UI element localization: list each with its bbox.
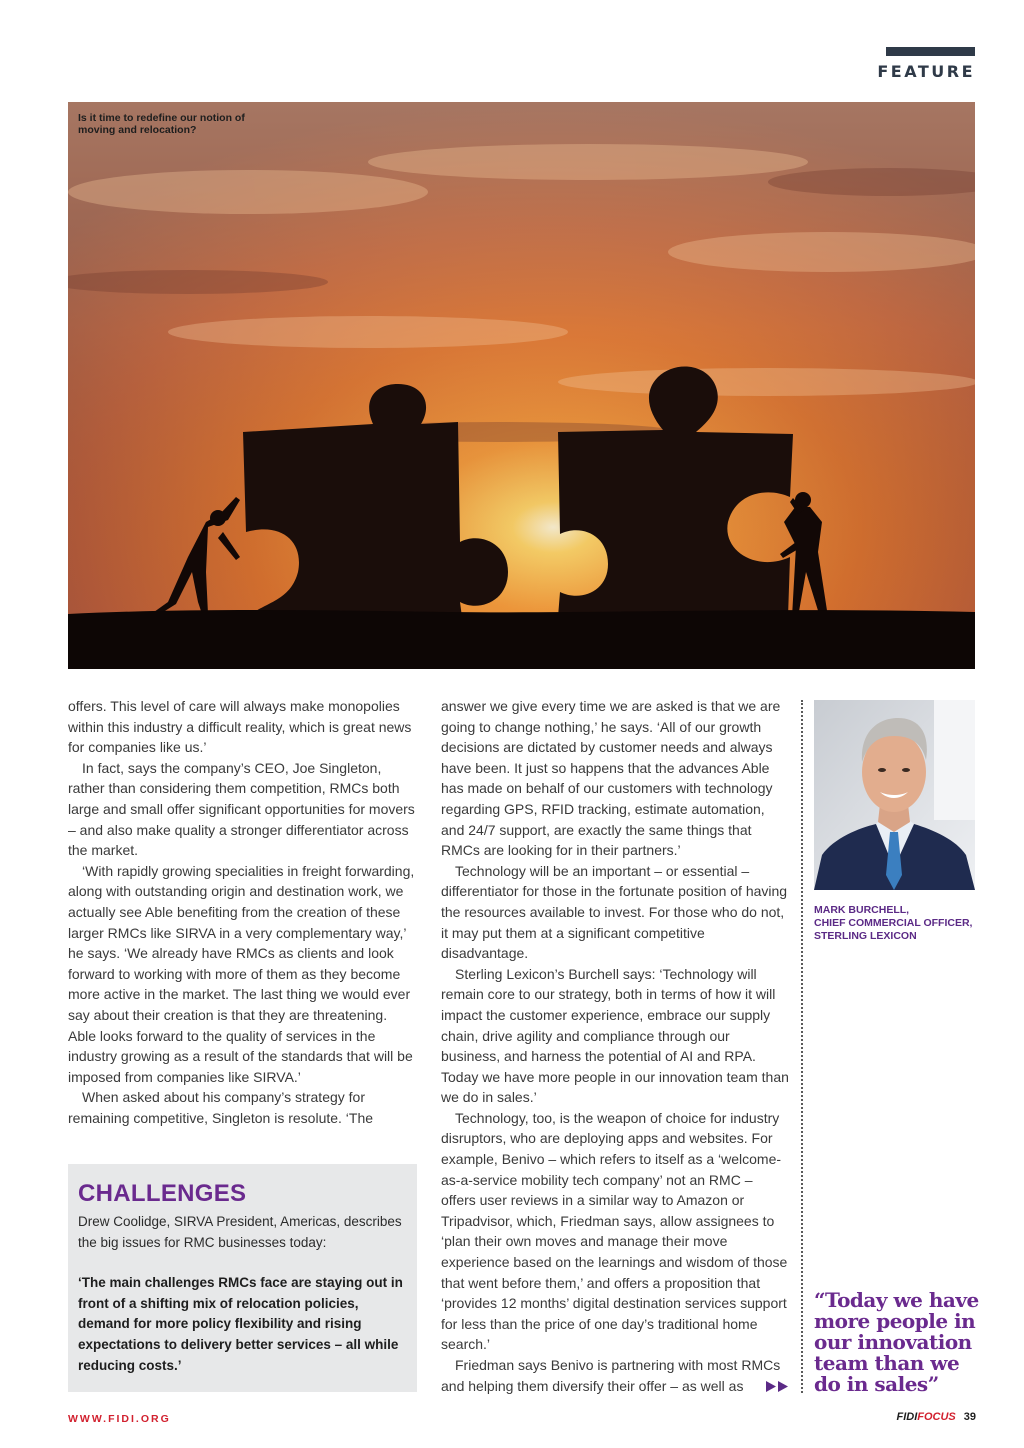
paragraph: answer we give every time we are asked is that we are going to change nothing,’ he says. ‘All of our growth decisions are dictated by customer needs and always have been. It just so happens that the advances Able has made on behalf of our customers with technology regarding GPS, RFID tracking, estimate automation, and 24/7 support, are exactly the same things that RMCs are looking for in their partners.’ bbox=[441, 698, 781, 859]
continue-arrow-icon bbox=[766, 1381, 790, 1392]
portrait bbox=[814, 700, 975, 890]
caption-company: STERLING LEXICON bbox=[814, 930, 917, 942]
footer-website-link[interactable]: WWW.FIDI.ORG bbox=[68, 1413, 171, 1425]
challenges-heading: CHALLENGES bbox=[78, 1180, 247, 1207]
footer-brand bbox=[896, 1411, 976, 1423]
article-column-2 bbox=[441, 696, 791, 1396]
brand-focus: FOCUS bbox=[917, 1411, 956, 1423]
brand-fidi: FIDI bbox=[896, 1411, 918, 1423]
challenges-quote: ‘The main challenges RMCs face are staying out in front of a shifting mix of relocation policies, demand for more policy flexibility and rising expectations to delivery better services – all while reducing costs.’ bbox=[78, 1275, 403, 1373]
paragraph: Technology will be an important – or essential – differentiator for those in the fortunate position of having the resources available to invest. For those who do not, it may put them at a significant competitive disadvantage. bbox=[441, 862, 788, 962]
pull-quote: “Today we have more people in our innovation team than we do in sales” bbox=[814, 1288, 979, 1396]
section-bar bbox=[886, 47, 975, 56]
paragraph: offers. This level of care will always make monopolies within this industry a difficult reality, which is great news for companies like us.’ bbox=[68, 698, 412, 756]
paragraph: Friedman says Benivo is partnering with most RMCs and helping them diversify their offer – as well as bbox=[441, 1357, 781, 1394]
paragraph: ‘With rapidly growing specialities in freight forwarding, along with outstanding origin and destination work, we actually see Able benefiting from the creation of these larger RMCs like SIRVA in a very complementary way,’ he says. ‘We already have RMCs as clients and look forward to working with more of them as they become more active in the market. The last thing we would ever say about their creation is that they are threatening. Able looks forward to the quality of services in the industry growing as a result of the standards that will be imposed from companies like SIRVA.’ bbox=[68, 862, 415, 1085]
page-number: 39 bbox=[963, 1411, 976, 1423]
challenges-intro: Drew Coolidge, SIRVA President, Americas, describes the big issues for RMC businesses today: bbox=[78, 1214, 402, 1250]
hero-image bbox=[68, 102, 975, 669]
paragraph: In fact, says the company’s CEO, Joe Singleton, rather than considering them competition, RMCs both large and small offer significant opportunities for movers – and also make quality a stronger differentiator across the market. bbox=[68, 759, 415, 859]
caption-title: CHIEF COMMERCIAL OFFICER, bbox=[814, 917, 973, 929]
article-column-1 bbox=[68, 696, 418, 1128]
portrait-caption bbox=[814, 904, 984, 943]
paragraph: Technology, too, is the weapon of choice for industry disruptors, who are deploying apps and websites. For example, Benivo – which refers to itself as a ‘welcome-as-a-service mobility tech company’ not an RMC – offers user reviews in a similar way to Amazon or Tripadvisor, which, Friedman says, allow assignees to ‘plan their own moves and manage their move experience based on the learnings and wisdom of those that went before them,’ and offers a proposition that ‘provides 12 months’ digital destination services support for less than the price of one day’s traditional home search.’ bbox=[441, 1109, 788, 1353]
paragraph: Sterling Lexicon’s Burchell says: ‘Technology will remain core to our strategy, both in terms of how it will impact the customer experience, embrace our supply chain, drive agility and compliance through our business, and harness the potential of AI and RPA. Today we have more people in our innovation team than we do in sales.’ bbox=[441, 965, 789, 1106]
portrait-photo-icon bbox=[814, 700, 975, 890]
puzzle-sunset-photo-icon bbox=[68, 102, 975, 669]
hero-caption: Is it time to redefine our notion of moving and relocation? bbox=[78, 112, 245, 136]
section-label: FEATURE bbox=[877, 62, 975, 81]
caption-name: MARK BURCHELL, bbox=[814, 904, 910, 916]
column-divider bbox=[801, 700, 803, 1393]
challenges-box bbox=[68, 1164, 417, 1392]
paragraph: When asked about his company’s strategy for remaining competitive, Singleton is resolute. ‘The bbox=[68, 1089, 374, 1126]
